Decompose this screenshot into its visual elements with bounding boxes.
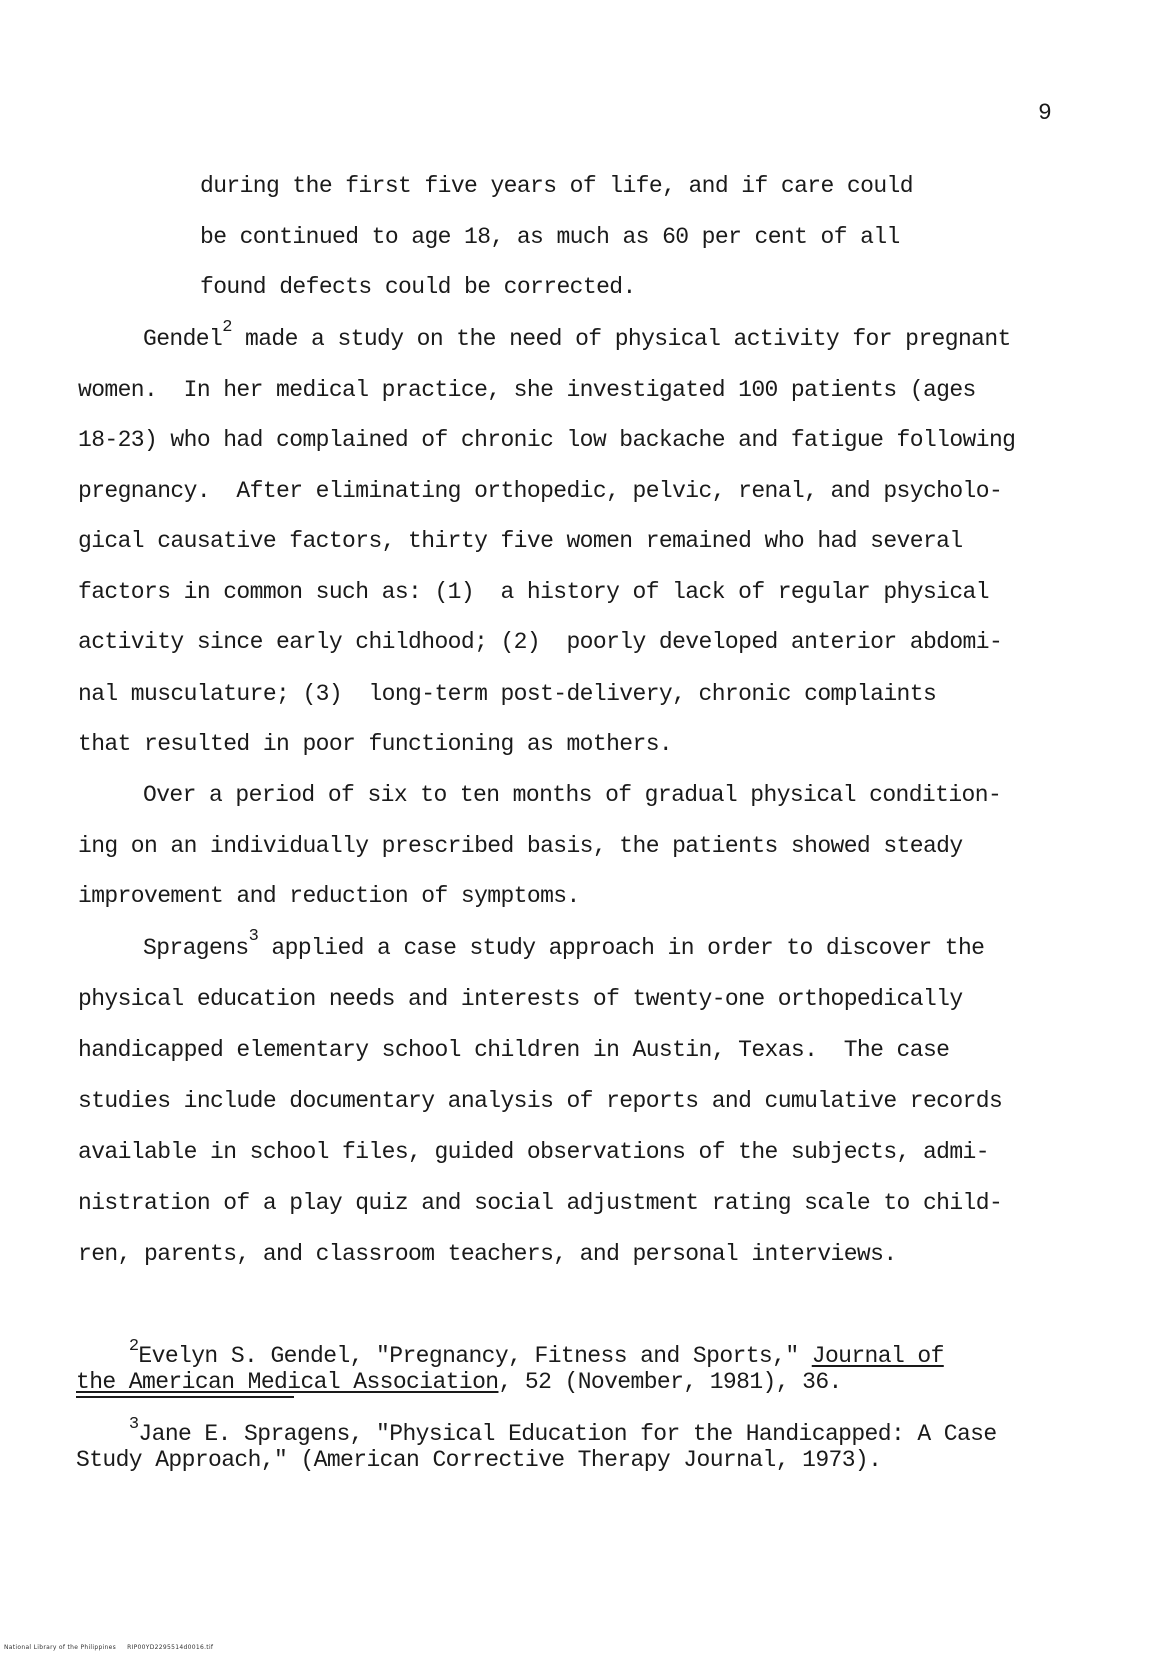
text-line: during the first five years of life, and if care could: [200, 173, 913, 199]
text-line: ren, parents, and classroom teachers, and personal interviews.: [78, 1241, 897, 1267]
footnote-rule: [76, 1396, 294, 1398]
text-line: activity since early childhood; (2) poorly developed anterior abdomi-: [78, 629, 1003, 655]
archive-footer-stamp: National Library of the Philippines RIP00YD2295514d0016.tif: [4, 1644, 214, 1651]
text-line: Spragens$^3$ applied a case study approach in order to discover the: [143, 927, 985, 961]
text-line: 18-23) who had complained of chronic low backache and fatigue following: [78, 427, 1016, 453]
text-line: studies include documentary analysis of reports and cumulative records: [78, 1088, 1003, 1114]
text-line: factors in common such as: (1) a history of lack of regular physical: [78, 579, 989, 605]
footnote-2-line-1: $^2$Evelyn S. Gendel, "Pregnancy, Fitness and Sports," Journal of: [128, 1337, 944, 1369]
footnote-3-line-1: $^3$Jane E. Spragens, "Physical Education for the Handicapped: A Case: [128, 1415, 997, 1447]
footnote-reference: 2: [222, 318, 232, 337]
text-line: available in school files, guided observations of the subjects, admi-: [78, 1139, 989, 1165]
text-line: be continued to age 18, as much as 60 per cent of all: [200, 224, 900, 250]
footnote-reference: 3: [248, 927, 259, 946]
text-line: improvement and reduction of symptoms.: [78, 883, 580, 909]
page-number: 9: [1038, 100, 1052, 126]
text-line: gical causative factors, thirty five women remained who had several: [78, 528, 963, 554]
text-line: that resulted in poor functioning as mothers.: [78, 731, 673, 757]
text-line: handicapped elementary school children in Austin, Texas. The case: [78, 1037, 950, 1063]
text-line: found defects could be corrected.: [200, 274, 636, 300]
footnote-2-line-2: the American Medical Association, 52 (November, 1981), 36.: [76, 1369, 842, 1395]
text-line: physical education needs and interests of twenty-one orthopedically: [78, 986, 963, 1012]
text-line: women. In her medical practice, she investigated 100 patients (ages: [78, 377, 976, 403]
text-line: pregnancy. After eliminating orthopedic, pelvic, renal, and psycholo-: [78, 478, 1003, 504]
text-line: nistration of a play quiz and social adjustment rating scale to child-: [78, 1190, 1003, 1216]
text-line: ing on an individually prescribed basis, the patients showed steady: [78, 833, 963, 859]
text-line: Over a period of six to ten months of gradual physical condition-: [143, 782, 1002, 808]
text-line: Gendel$^2$ made a study on the need of physical activity for pregnant: [143, 318, 1011, 352]
footnote-3-line-2: Study Approach," (American Corrective Therapy Journal, 1973).: [76, 1447, 882, 1473]
journal-title: Journal of: [811, 1343, 944, 1369]
footnote-2-mark: 2: [128, 1337, 139, 1356]
footnote-3-mark: 3: [128, 1415, 139, 1434]
text-line: nal musculature; (3) long-term post-delivery, chronic complaints: [78, 681, 937, 707]
